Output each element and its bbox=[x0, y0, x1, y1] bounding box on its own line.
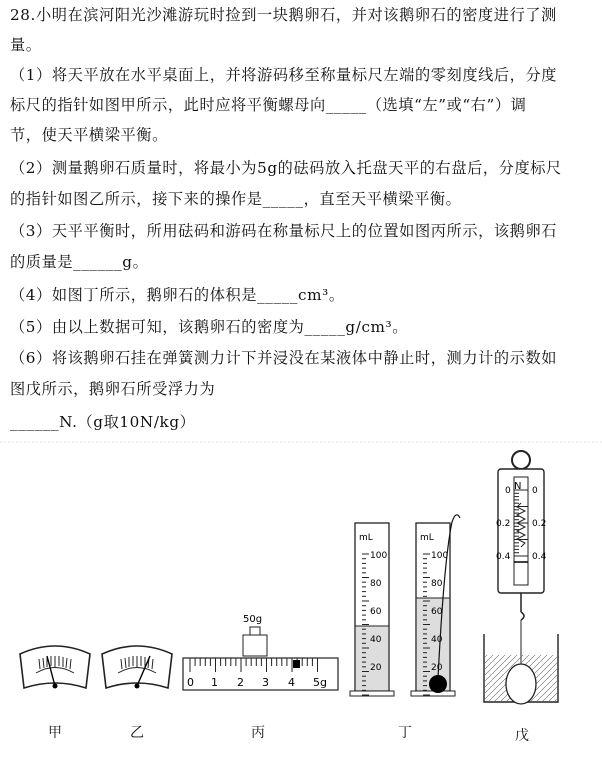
question-line: 量。 bbox=[10, 36, 42, 54]
spring-unit: N bbox=[514, 481, 522, 492]
question-line: （4）如图丁所示，鹅卵石的体积是_____cm³。 bbox=[10, 286, 345, 304]
question-line: ______N.（g取10N/kg） bbox=[10, 413, 196, 431]
question-line: （2）测量鹅卵石质量时，将最小为5g的砝码放入托盘天平的右盘后，分度标尺 bbox=[10, 159, 562, 177]
cylinder-tick: 60 bbox=[370, 607, 382, 617]
pebble-in-water bbox=[429, 675, 447, 693]
ruler-tick-label: 3 bbox=[262, 676, 269, 689]
caption-jia: 甲 bbox=[48, 725, 62, 741]
spring-tick: 0 bbox=[532, 486, 538, 496]
cylinder-right bbox=[411, 515, 460, 696]
spring-tick: 0.4 bbox=[496, 552, 511, 562]
figures-svg bbox=[0, 440, 602, 753]
spring-scale-wu bbox=[484, 451, 558, 704]
caption-ding: 丁 bbox=[398, 725, 412, 741]
caption-yi: 乙 bbox=[130, 725, 144, 741]
ruler-tick-label: 2 bbox=[237, 676, 244, 689]
cylinder-tick: 40 bbox=[431, 635, 443, 645]
balance-dial-yi bbox=[102, 646, 172, 689]
ruler-tick-label: 0 bbox=[187, 676, 194, 689]
cylinder-tick: 20 bbox=[370, 663, 382, 673]
weight-label: 50g bbox=[243, 614, 263, 625]
question-line: 的质量是______g。 bbox=[10, 253, 149, 271]
question-line: （6）将该鹅卵石挂在弹簧测力计下并浸没在某液体中静止时，测力计的示数如 bbox=[10, 349, 558, 367]
cylinder-tick: 20 bbox=[431, 663, 443, 673]
cylinder-unit: mL bbox=[420, 533, 434, 543]
ruler-tick-label: 4 bbox=[288, 676, 295, 689]
caption-bing: 丙 bbox=[251, 725, 265, 741]
question-line: （5）由以上数据可知，该鹅卵石的密度为_____g/cm³。 bbox=[10, 318, 409, 336]
caption-wu: 戊 bbox=[515, 728, 529, 744]
question-line: 标尺的指针如图甲所示，此时应将平衡螺母向_____（选填“左”或“右”）调 bbox=[10, 96, 527, 114]
question-line: 的指针如图乙所示，接下来的操作是_____，直至天平横梁平衡。 bbox=[10, 190, 462, 208]
cylinder-unit: mL bbox=[359, 533, 373, 543]
question-line: （3）天平平衡时，所用砝码和游码在称量标尺上的位置如图丙所示，该鹅卵石 bbox=[10, 222, 558, 240]
ruler-tick-label: 1 bbox=[211, 676, 218, 689]
question-line: 节，使天平横梁平衡。 bbox=[10, 126, 168, 144]
cylinder-tick: 100 bbox=[431, 551, 449, 561]
cylinder-tick: 80 bbox=[370, 579, 382, 589]
rider-marker bbox=[293, 660, 300, 668]
spring-tick: 0.2 bbox=[532, 519, 547, 529]
balance-dial-jia bbox=[20, 646, 90, 689]
spring-tick: 0.2 bbox=[496, 519, 511, 529]
cylinder-tick: 60 bbox=[431, 607, 443, 617]
question-line: （1）将天平放在水平桌面上，并将游码移至称量标尺左端的零刻度线后，分度 bbox=[10, 66, 558, 84]
ruler-tick-label: 5g bbox=[313, 676, 327, 689]
weight-and-ruler-bing bbox=[183, 614, 338, 690]
figures-area bbox=[0, 440, 602, 753]
cylinder-tick: 80 bbox=[431, 579, 443, 589]
spring-tick: 0 bbox=[505, 486, 511, 496]
cylinder-left bbox=[350, 523, 394, 696]
question-line: 28.小明在滨河阳光沙滩游玩时捡到一块鹅卵石，并对该鹅卵石的密度进行了测 bbox=[10, 6, 557, 24]
cylinder-tick: 40 bbox=[370, 635, 382, 645]
cylinder-tick: 100 bbox=[370, 551, 388, 561]
pebble-hanging bbox=[506, 664, 536, 704]
spring-tick: 0.4 bbox=[532, 552, 547, 562]
question-line: 图戊所示，鹅卵石所受浮力为 bbox=[10, 380, 216, 398]
